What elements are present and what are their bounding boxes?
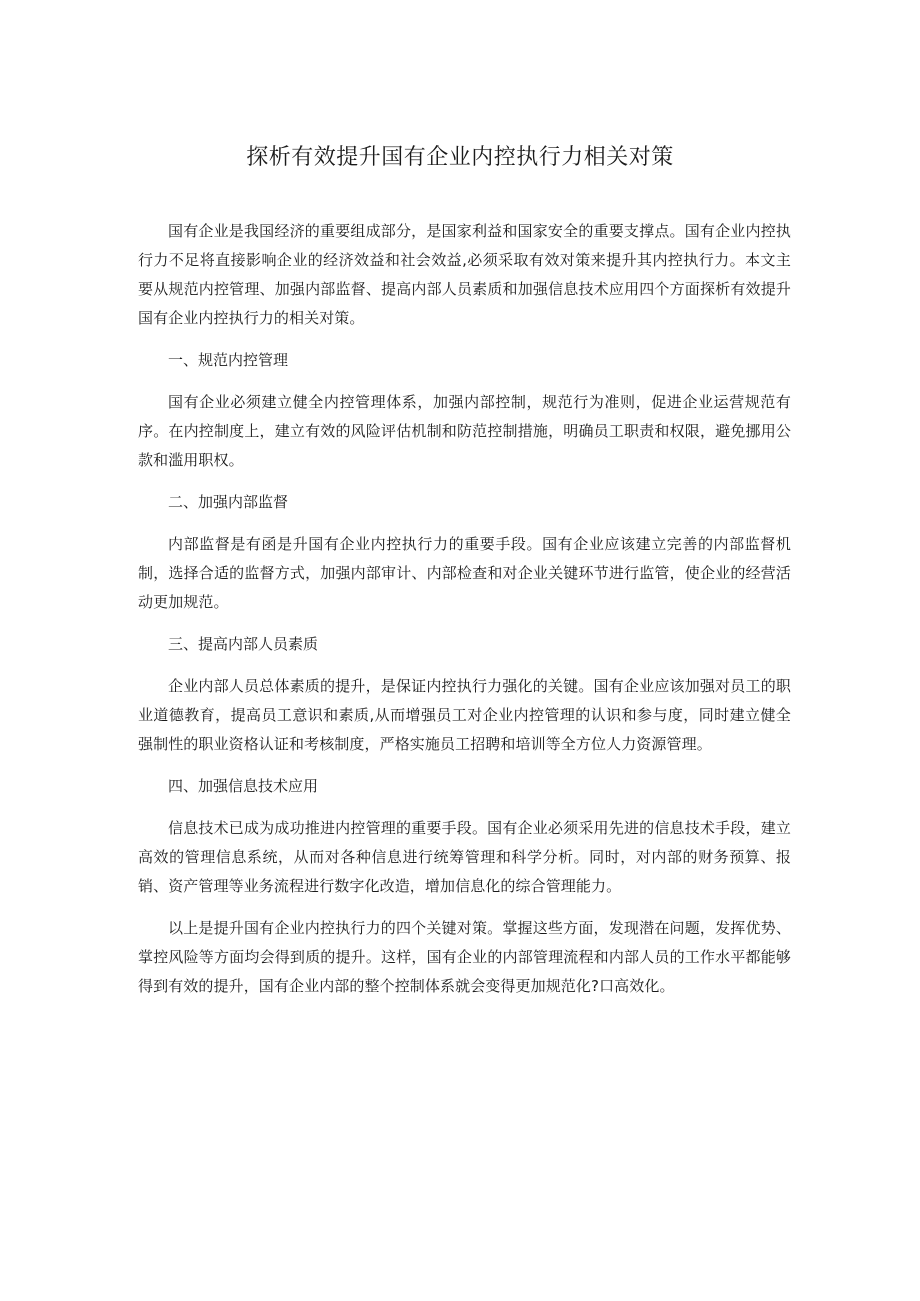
section-heading-2: 二、加强内部监督	[168, 493, 289, 511]
document-body	[138, 217, 791, 1014]
intro-paragraph: 国有企业是我国经济的重要组成部分，是国家利益和国家安全的重要支撑点。国有企业内控执行力不足将直接影响企业的经济效益和社会效益,必须采取有效对策来提升其内控执行力。本文主要从规范内控管理、加强内部监督、提高内部人员素质和加强信息技术应用四个方面探析有效提升国有企业内控执行力的相关对策。	[138, 222, 791, 327]
section-heading-4: 四、加强信息技术应用	[168, 777, 319, 795]
document-title: 探析有效提升国有企业内控执行力相关对策	[246, 145, 674, 170]
section-paragraph-3: 企业内部人员总体素质的提升，是保证内控执行力强化的关键。国有企业应该加强对员工的职业道德教育，提高员工意识和素质,从而增强员工对企业内控管理的认识和参与度，同时建立健全强制性的职业资格认证和考核制度，严格实施员工招聘和培训等全方位人力资源管理。	[138, 677, 791, 753]
section-heading-3: 三、提高内部人员素质	[168, 635, 319, 653]
section-paragraph-2: 内部监督是有函是升国有企业内控执行力的重要手段。国有企业应该建立完善的内部监督机制，选择合适的监督方式，加强内部审计、内部检查和对企业关键环节进行监管，使企业的经营活动更加规范。	[138, 535, 791, 611]
section-heading-1: 一、规范内控管理	[168, 351, 289, 369]
section-paragraph-1: 国有企业必须建立健全内控管理体系，加强内部控制，规范行为准则，促进企业运营规范有序。在内控制度上，建立有效的风险评估机制和防范控制措施，明确员工职责和权限，避免挪用公款和滥用职权。	[138, 393, 791, 469]
conclusion-paragraph: 以上是提升国有企业内控执行力的四个关键对策。掌握这些方面，发现潜在问题，发挥优势、掌控风险等方面均会得到质的提升。这样，国有企业的内部管理流程和内部人员的工作水平都能够得到有效的提升，国有企业内部的整个控制体系就会变得更加规范化?口高效化。	[138, 919, 791, 995]
section-paragraph-4: 信息技术已成为成功推进内控管理的重要手段。国有企业必须采用先进的信息技术手段，建立高效的管理信息系统，从而对各种信息进行统筹管理和科学分析。同时，对内部的财务预算、报销、资产管理等业务流程进行数字化改造，增加信息化的综合管理能力。	[138, 819, 791, 895]
